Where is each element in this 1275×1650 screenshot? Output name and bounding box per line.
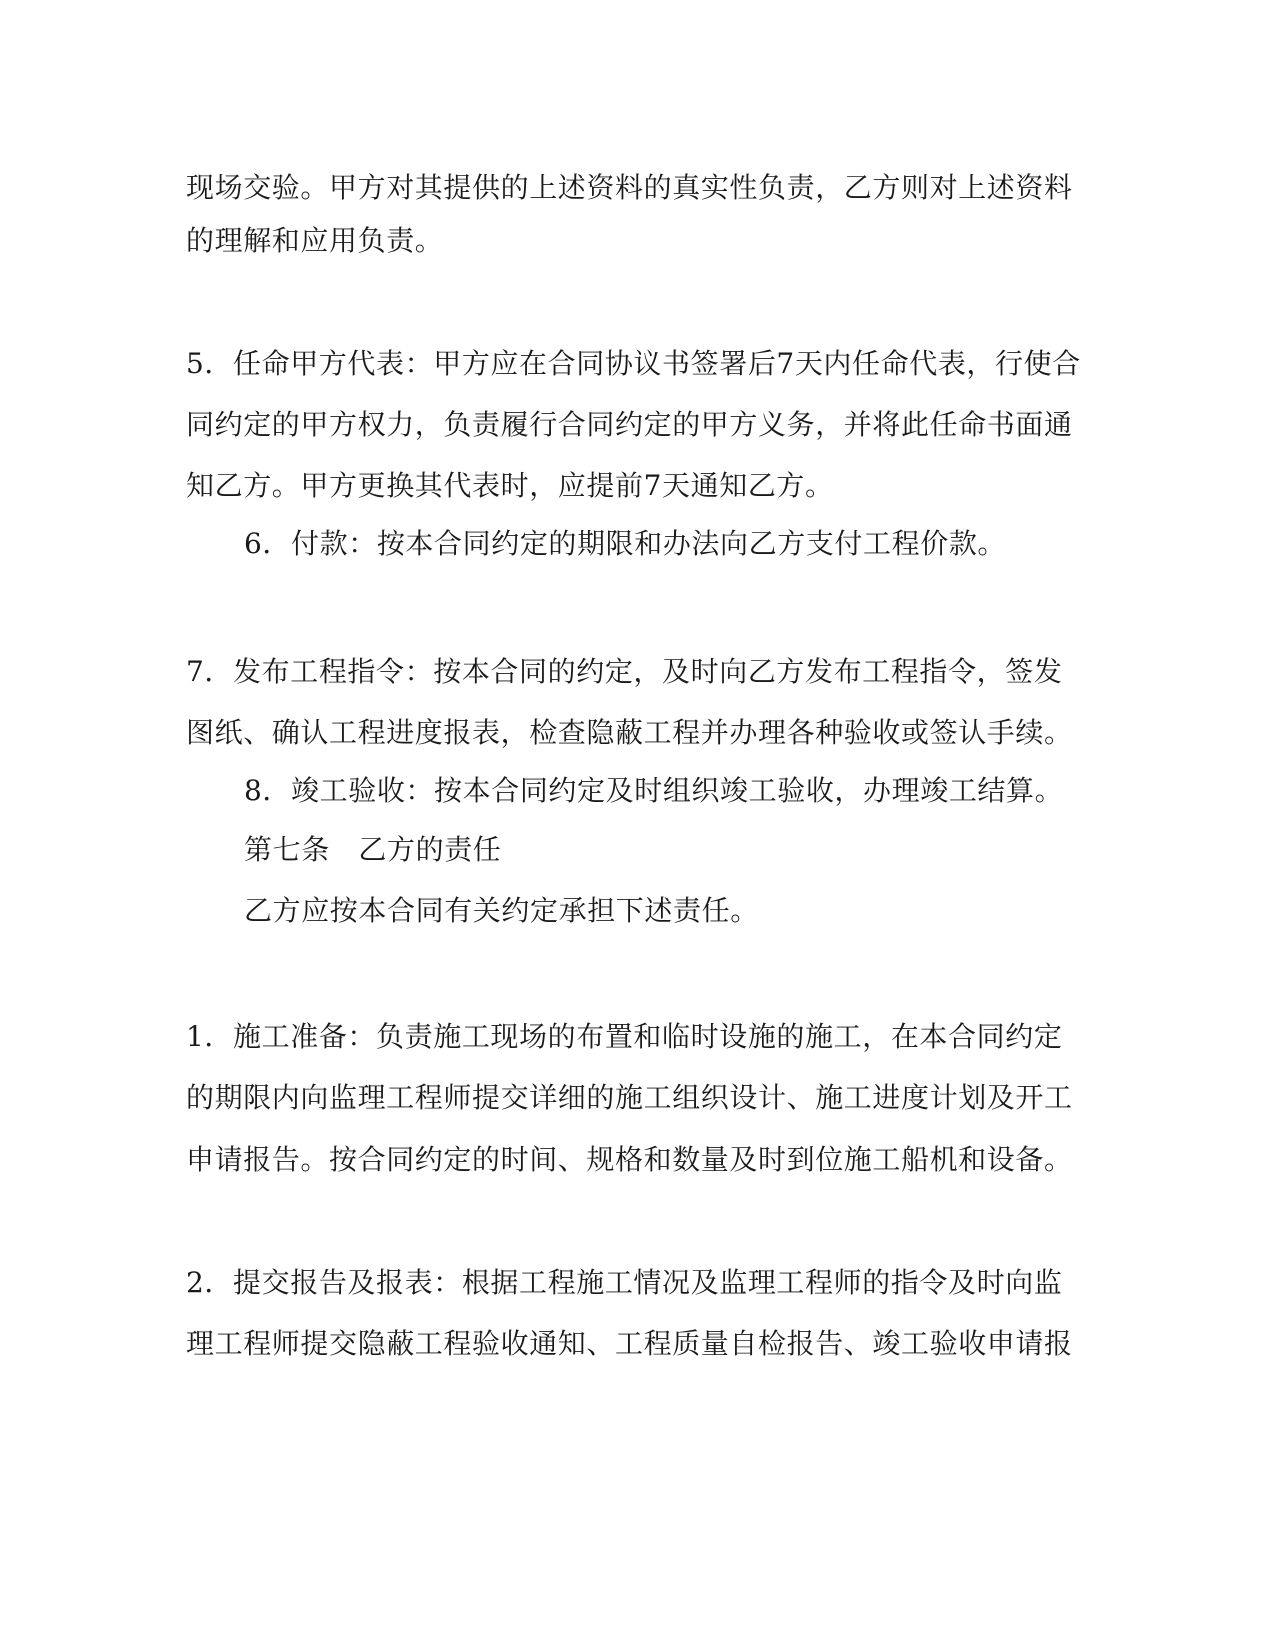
text-line: 乙方应按本合同有关约定承担下述责任。 [244,894,759,927]
text-line: 申请报告。按合同约定的时间、规格和数量及时到位施工船机和设备。 [186,1143,1073,1176]
text-line: 的理解和应用负责。 [186,224,444,257]
text-line: 2．提交报告及报表：根据工程施工情况及监理工程师的指令及时向监 [186,1266,1063,1299]
text-line: 7．发布工程指令：按本合同的约定，及时向乙方发布工程指令，签发 [186,655,1063,688]
text-line: 1．施工准备：负责施工现场的布置和临时设施的施工，在本合同约定 [186,1020,1063,1053]
text-line: 8．竣工验收：按本合同约定及时组织竣工验收，办理竣工结算。 [244,774,1064,807]
text-line: 知乙方。甲方更换其代表时，应提前7天通知乙方。 [186,469,834,502]
text-line: 现场交验。甲方对其提供的上述资料的真实性负责，乙方则对上述资料 [186,171,1073,204]
text-line: 5．任命甲方代表：甲方应在合同协议书签署后7天内任命代表，行使合 [186,347,1081,380]
text-line: 的期限内向监理工程师提交详细的施工组织设计、施工进度计划及开工 [186,1081,1073,1114]
section-heading: 第七条 乙方的责任 [244,833,502,866]
text-line: 理工程师提交隐蔽工程验收通知、工程质量自检报告、竣工验收申请报 [186,1327,1073,1360]
text-line: 6．付款：按本合同约定的期限和办法向乙方支付工程价款。 [244,527,1007,560]
text-line: 同约定的甲方权力，负责履行合同约定的甲方义务，并将此任命书面通 [186,408,1073,441]
text-line: 图纸、确认工程进度报表，检查隐蔽工程并办理各种验收或签认手续。 [186,716,1073,749]
